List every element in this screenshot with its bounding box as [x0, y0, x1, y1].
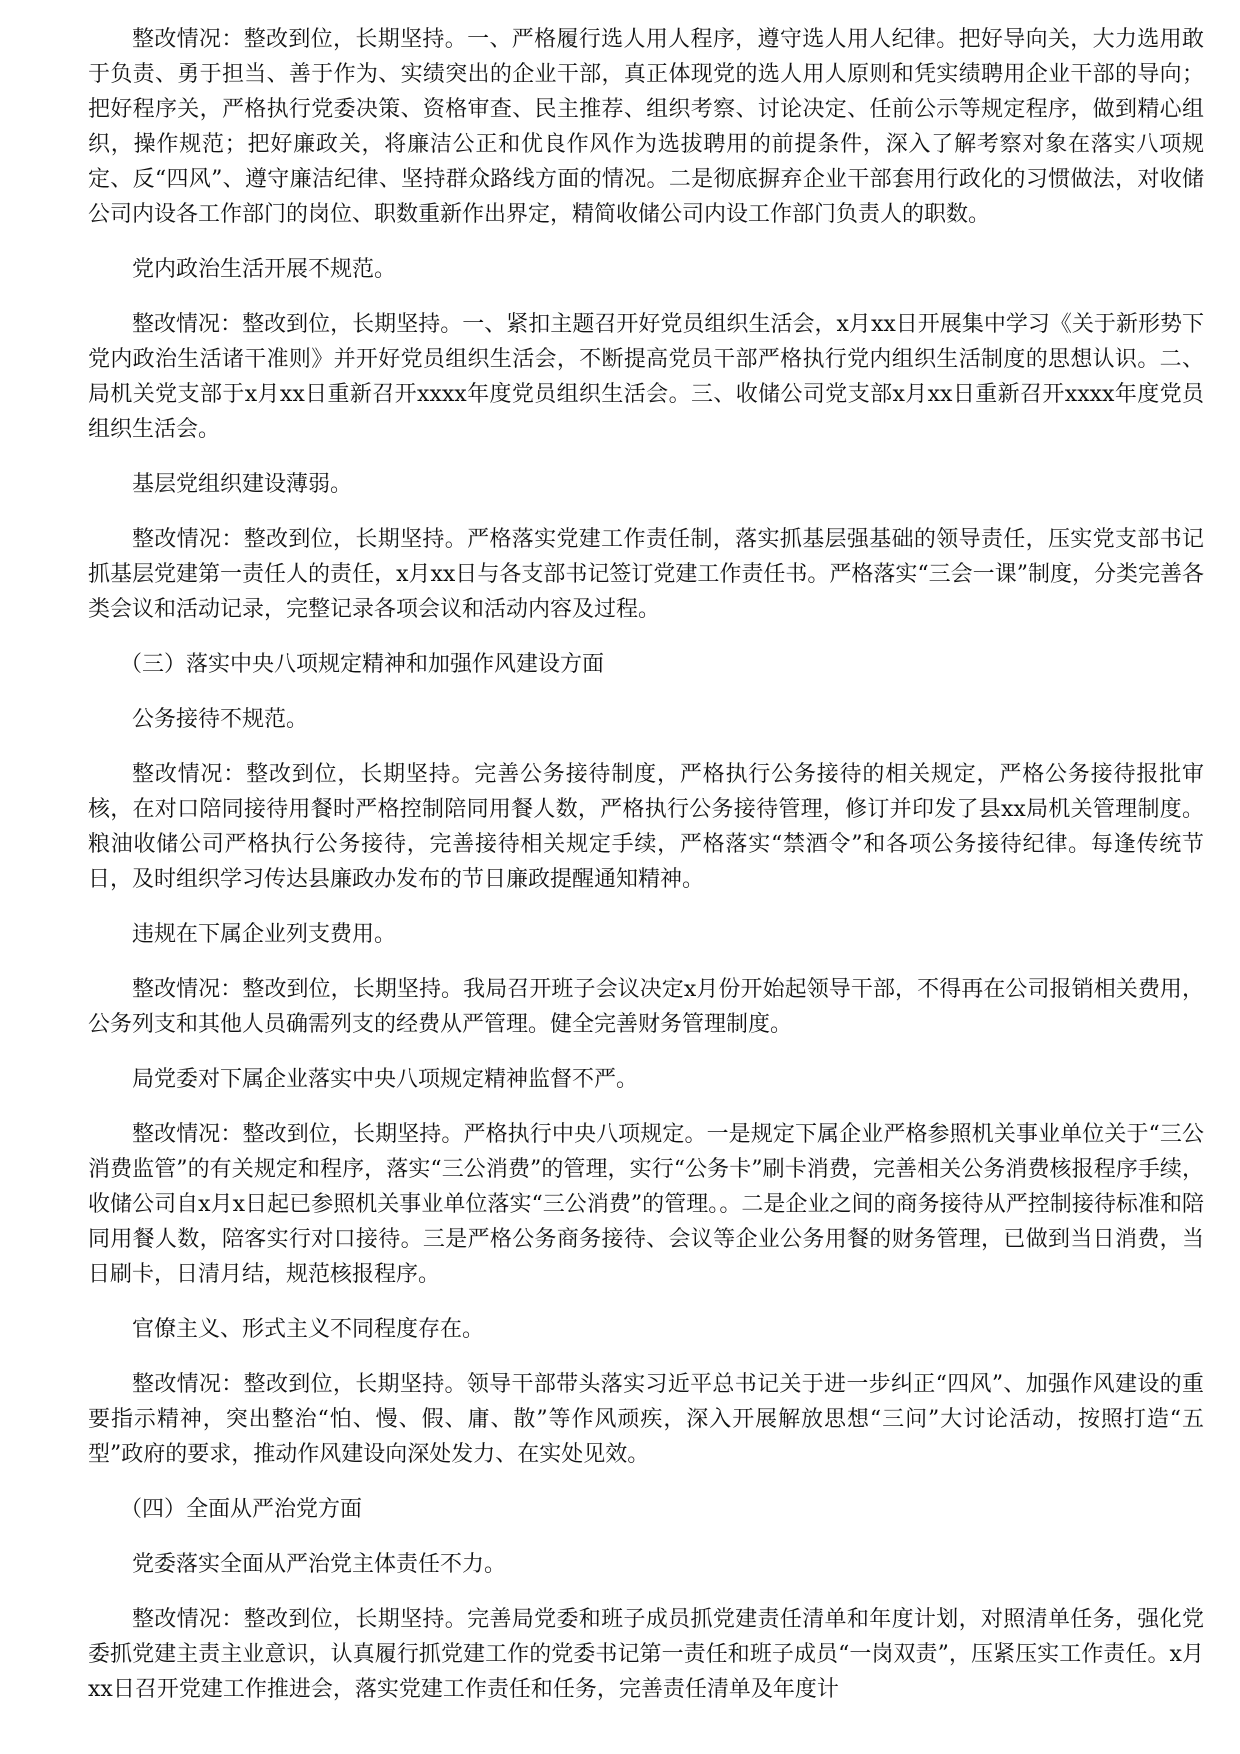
paragraph-rectification-expenses: 整改情况：整改到位，长期坚持。我局召开班子会议决定x月份开始起领导干部，不得再在公司报销相关费用，公务列支和其他人员确需列支的经费从严管理。健全完善财务管理制度。: [88, 977, 1204, 1037]
paragraph-rectification-supervision: 整改情况：整改到位，长期坚持。严格执行中央八项规定。一是规定下属企业严格参照机关事业单位关于“三公消费监管”的有关规定和程序，落实“三公消费”的管理，实行“公务卡”刷卡消费，完善相关公务消费核报程序手续，收储公司自x月x日起已参照机关事业单位落实“三公消费”的管理。。二是企业之间的商务接待从严控制接待标准和陪同用餐人数，陪客实行对口接待。三是严格公务商务接待、会议等企业公务用餐的财务管理，已做到当日消费，当日刷卡，日清月结，规范核报程序。: [88, 1122, 1204, 1287]
issue-item-grassroots: 基层党组织建设薄弱。: [132, 472, 353, 497]
issue-item-bureaucracy: 官僚主义、形式主义不同程度存在。: [132, 1317, 485, 1342]
issue-item-political-life: 党内政治生活开展不规范。: [132, 257, 397, 282]
paragraph-rectification-grassroots: 整改情况：整改到位，长期坚持。严格落实党建工作责任制，落实抓基层强基础的领导责任，压实党支部书记抓基层党建第一责任人的责任，x月xx日与各支部书记签订党建工作责任书。严格落实“三会一课”制度，分类完善各类会议和活动记录，完整记录各项会议和活动内容及过程。: [88, 527, 1204, 622]
issue-item-responsibility: 党委落实全面从严治党主体责任不力。: [132, 1552, 507, 1577]
paragraph-rectification-reception: 整改情况：整改到位，长期坚持。完善公务接待制度，严格执行公务接待的相关规定，严格公务接待报批审核，在对口陪同接待用餐时严格控制陪同用餐人数，严格执行公务接待管理，修订并印发了县xx局机关管理制度。粮油收储公司严格执行公务接待，完善接待相关规定手续，严格落实“禁酒令”和各项公务接待纪律。每逢传统节日，及时组织学习传达县廉政办发布的节日廉政提醒通知精神。: [88, 762, 1204, 892]
issue-item-supervision: 局党委对下属企业落实中央八项规定精神监督不严。: [132, 1067, 639, 1092]
paragraph-rectification-selection: 整改情况：整改到位，长期坚持。一、严格履行选人用人程序，遵守选人用人纪律。把好导向关，大力选用敢于负责、勇于担当、善于作为、实绩突出的企业干部，真正体现党的选人用人原则和凭实绩聘用企业干部的导向；把好程序关，严格执行党委决策、资格审查、民主推荐、组织考察、讨论决定、任前公示等规定程序，做到精心组织，操作规范；把好廉政关，将廉洁公正和优良作风作为选拔聘用的前提条件，深入了解考察对象在落实八项规定、反“四风”、遵守廉洁纪律、坚持群众路线方面的情况。二是彻底摒弃企业干部套用行政化的习惯做法，对收储公司内设各工作部门的岗位、职数重新作出界定，精简收储公司内设工作部门负责人的职数。: [88, 27, 1204, 227]
issue-item-expenses: 违规在下属企业列支费用。: [132, 922, 397, 947]
paragraph-rectification-responsibility: 整改情况：整改到位，长期坚持。完善局党委和班子成员抓党建责任清单和年度计划，对照清单任务，强化党委抓党建主责主业意识，认真履行抓党建工作的党委书记第一责任和班子成员“一岗双责”，压紧压实工作责任。x月xx日召开党建工作推进会，落实党建工作责任和任务，完善责任清单及年度计: [88, 1607, 1204, 1702]
section-heading-3: （三）落实中央八项规定精神和加强作风建设方面: [120, 652, 605, 677]
section-heading-4: （四）全面从严治党方面: [120, 1497, 363, 1522]
document-page: [88, 22, 1204, 1727]
issue-item-reception: 公务接待不规范。: [132, 707, 309, 732]
paragraph-rectification-bureaucracy: 整改情况：整改到位，长期坚持。领导干部带头落实习近平总书记关于进一步纠正“四风”、加强作风建设的重要指示精神，突出整治“怕、慢、假、庸、散”等作风顽疾，深入开展解放思想“三问”大讨论活动，按照打造“五型”政府的要求，推动作风建设向深处发力、在实处见效。: [88, 1372, 1204, 1467]
paragraph-rectification-political-life: 整改情况：整改到位，长期坚持。一、紧扣主题召开好党员组织生活会，x月xx日开展集中学习《关于新形势下党内政治生活诸干准则》并开好党员组织生活会，不断提高党员干部严格执行党内组织生活制度的思想认识。二、局机关党支部于x月xx日重新召开xxxx年度党员组织生活会。三、收储公司党支部x月xx日重新召开xxxx年度党员组织生活会。: [88, 312, 1204, 442]
